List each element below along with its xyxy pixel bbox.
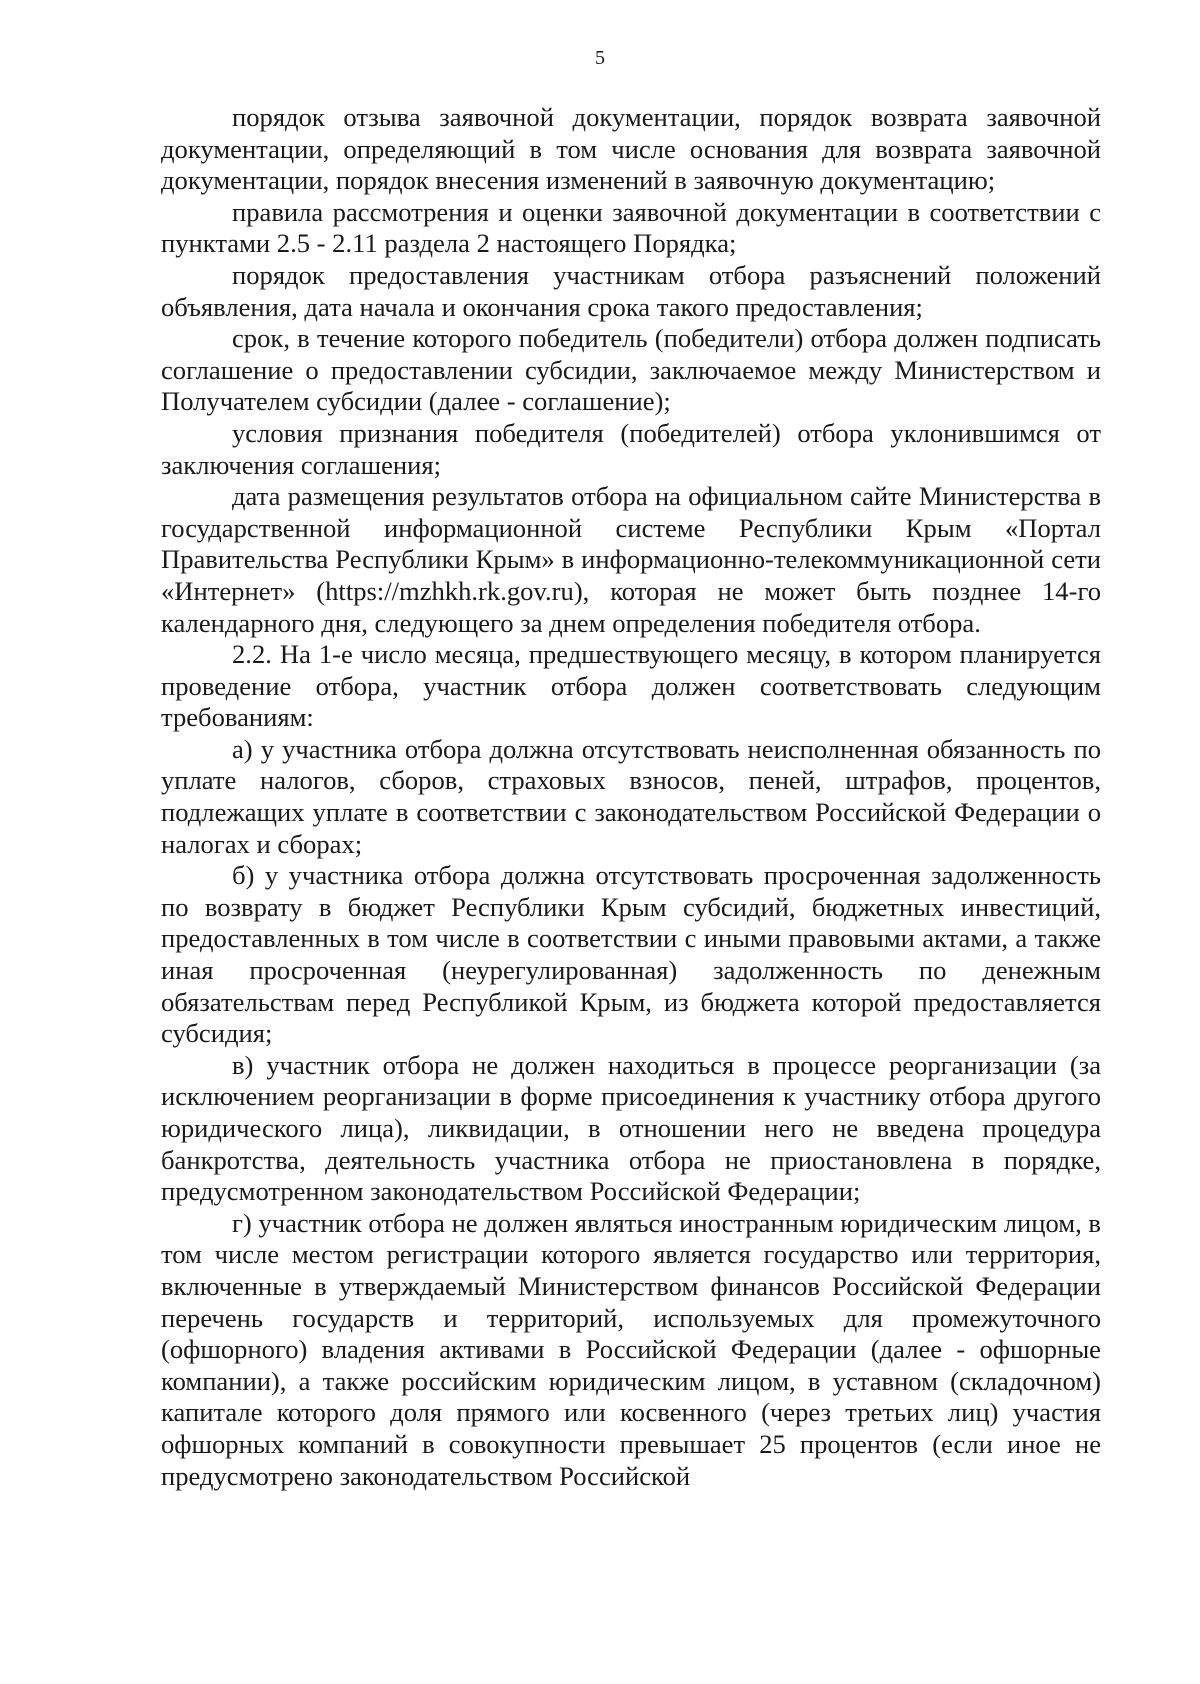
paragraph-results-publication: дата размещения результатов отбора на официальном сайте Министерства в государственной информационной системе Республики Крым «Портал Правительства Республики Крым» в информационно-телекоммуникационной сети «Интернет» (https://mzhkh.rk.gov.ru), которая не может быть позднее 14-го календарного дня, следующего за днем определения победителя отбора. [161,481,1101,638]
paragraph-requirement-b: б) у участника отбора должна отсутствовать просроченная задолженность по возврату в бюджет Республики Крым субсидий, бюджетных инвестиций, предоставленных в том числе в соответствии с иными правовыми актами, а также иная просроченная (неурегулированная) задолженность по денежным обязательствам перед Республикой Крым, из бюджета которой предоставляется субсидия; [161,860,1101,1049]
paragraph-signing-deadline: срок, в течение которого победитель (победители) отбора должен подписать соглашение о предоставлении субсидии, заключаемое между Министерством и Получателем субсидии (далее - соглашение); [161,323,1101,417]
paragraph-clarification-procedure: порядок предоставления участникам отбора разъяснений положений объявления, дата начала и окончания срока такого предоставления; [161,259,1101,322]
paragraph-requirement-a: а) у участника отбора должна отсутствовать неисполненная обязанность по уплате налогов, сборов, страховых взносов, пеней, штрафов, процентов, подлежащих уплате в соответствии с законодательством Российской Федерации о налогах и сборах; [161,733,1101,859]
document-body [161,102,1101,1492]
paragraph-evasion-conditions: условия признания победителя (победителей) отбора уклонившимся от заключения соглашения; [161,417,1101,480]
paragraph-requirement-v: в) участник отбора не должен находиться в процессе реорганизации (за исключением реорганизации в форме присоединения к участнику отбора другого юридического лица), ликвидации, в отношении него не введена процедура банкротства, деятельность участника отбора не приостановлена в порядке, предусмотренном законодательством Российской Федерации; [161,1049,1101,1207]
paragraph-section-2-2: 2.2. На 1-е число месяца, предшествующего месяцу, в котором планируется проведение отбора, участник отбора должен соответствовать следующим требованиям: [161,639,1101,733]
paragraph-requirement-g: г) участник отбора не должен являться иностранным юридическим лицом, в том числе местом регистрации которого является государство или территория, включенные в утверждаемый Министерством финансов Российской Федерации перечень государств и территорий, используемых для промежуточного (офшорного) владения активами в Российской Федерации (далее - офшорные компании), а также российским юридическим лицом, в уставном (складочном) капитале которого доля прямого или косвенного (через третьих лиц) участия офшорных компаний в совокупности превышает 25 процентов (если иное не предусмотрено законодательством Российской [161,1207,1101,1491]
paragraph-evaluation-rules: правила рассмотрения и оценки заявочной документации в соответствии с пунктами 2.5 - 2.11 раздела 2 настоящего Порядка; [161,196,1101,259]
page-number: 5 [595,47,605,69]
paragraph-withdrawal-procedure: порядок отзыва заявочной документации, порядок возврата заявочной документации, определяющий в том числе основания для возврата заявочной документации, порядок внесения изменений в заявочную документацию; [161,102,1101,196]
